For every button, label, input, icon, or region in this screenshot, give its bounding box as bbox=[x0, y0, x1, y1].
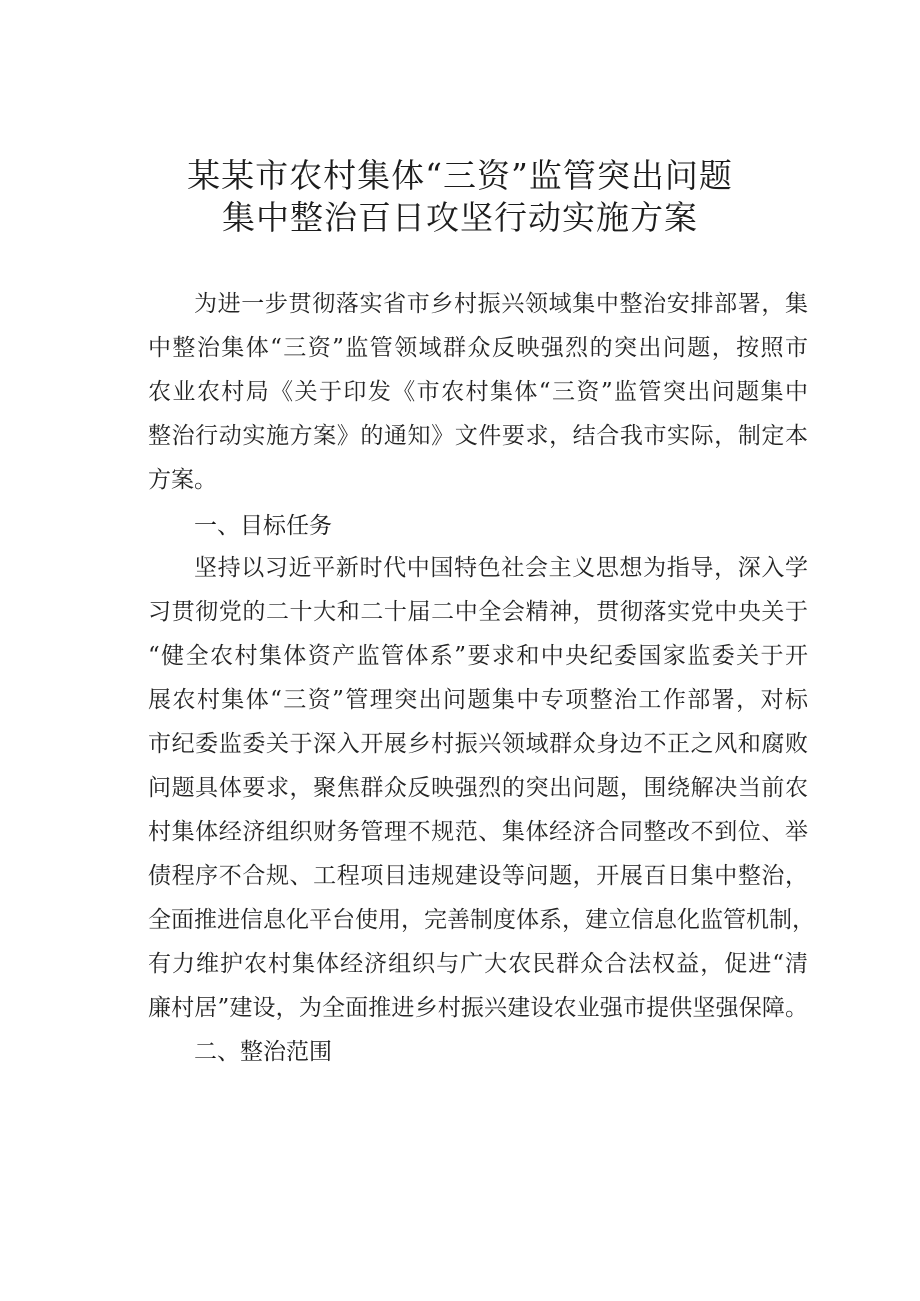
intro-line: 中整治集体“三资”监管领域群众反映强烈的突出问题，按照市 bbox=[148, 335, 808, 361]
intro-line: 方案。 bbox=[148, 467, 217, 493]
intro-line: 整治行动实施方案》的通知》文件要求，结合我市实际，制定本 bbox=[148, 423, 808, 449]
section1-line: 展农村集体“三资”管理突出问题集中专项整治工作部署，对标 bbox=[148, 687, 808, 713]
section1-line: 村集体经济组织财务管理不规范、集体经济合同整改不到位、举 bbox=[148, 819, 808, 845]
section1-line: 债程序不合规、工程项目违规建设等问题，开展百日集中整治， bbox=[148, 863, 808, 889]
section-heading-scope: 二、整治范围 bbox=[194, 1039, 332, 1065]
section1-line: “健全农村集体资产监管体系”要求和中央纪委国家监委关于开 bbox=[148, 643, 808, 669]
section1-line: 坚持以习近平新时代中国特色社会主义思想为指导，深入学 bbox=[194, 555, 808, 581]
section1-line: 廉村居”建设，为全面推进乡村振兴建设农业强市提供坚强保障。 bbox=[148, 995, 808, 1021]
section1-line: 问题具体要求，聚焦群众反映强烈的突出问题，围绕解决当前农 bbox=[148, 775, 808, 801]
section1-line: 有力维护农村集体经济组织与广大农民群众合法权益，促进“清 bbox=[148, 951, 808, 977]
document-title-line-2: 集中整治百日攻坚行动实施方案 bbox=[222, 198, 698, 237]
section1-line: 习贯彻党的二十大和二十届二中全会精神，贯彻落实党中央关于 bbox=[148, 599, 808, 625]
section1-line: 市纪委监委关于深入开展乡村振兴领域群众身边不正之风和腐败 bbox=[148, 731, 808, 757]
section1-line: 全面推进信息化平台使用，完善制度体系，建立信息化监管机制， bbox=[148, 907, 815, 933]
intro-line: 为进一步贯彻落实省市乡村振兴领域集中整治安排部署，集 bbox=[194, 291, 808, 317]
section-heading-goals: 一、目标任务 bbox=[194, 513, 332, 539]
intro-line: 农业农村局《关于印发《市农村集体“三资”监管突出问题集中 bbox=[148, 379, 808, 405]
document-title-line-1: 某某市农村集体“三资”监管突出问题 bbox=[187, 156, 733, 195]
